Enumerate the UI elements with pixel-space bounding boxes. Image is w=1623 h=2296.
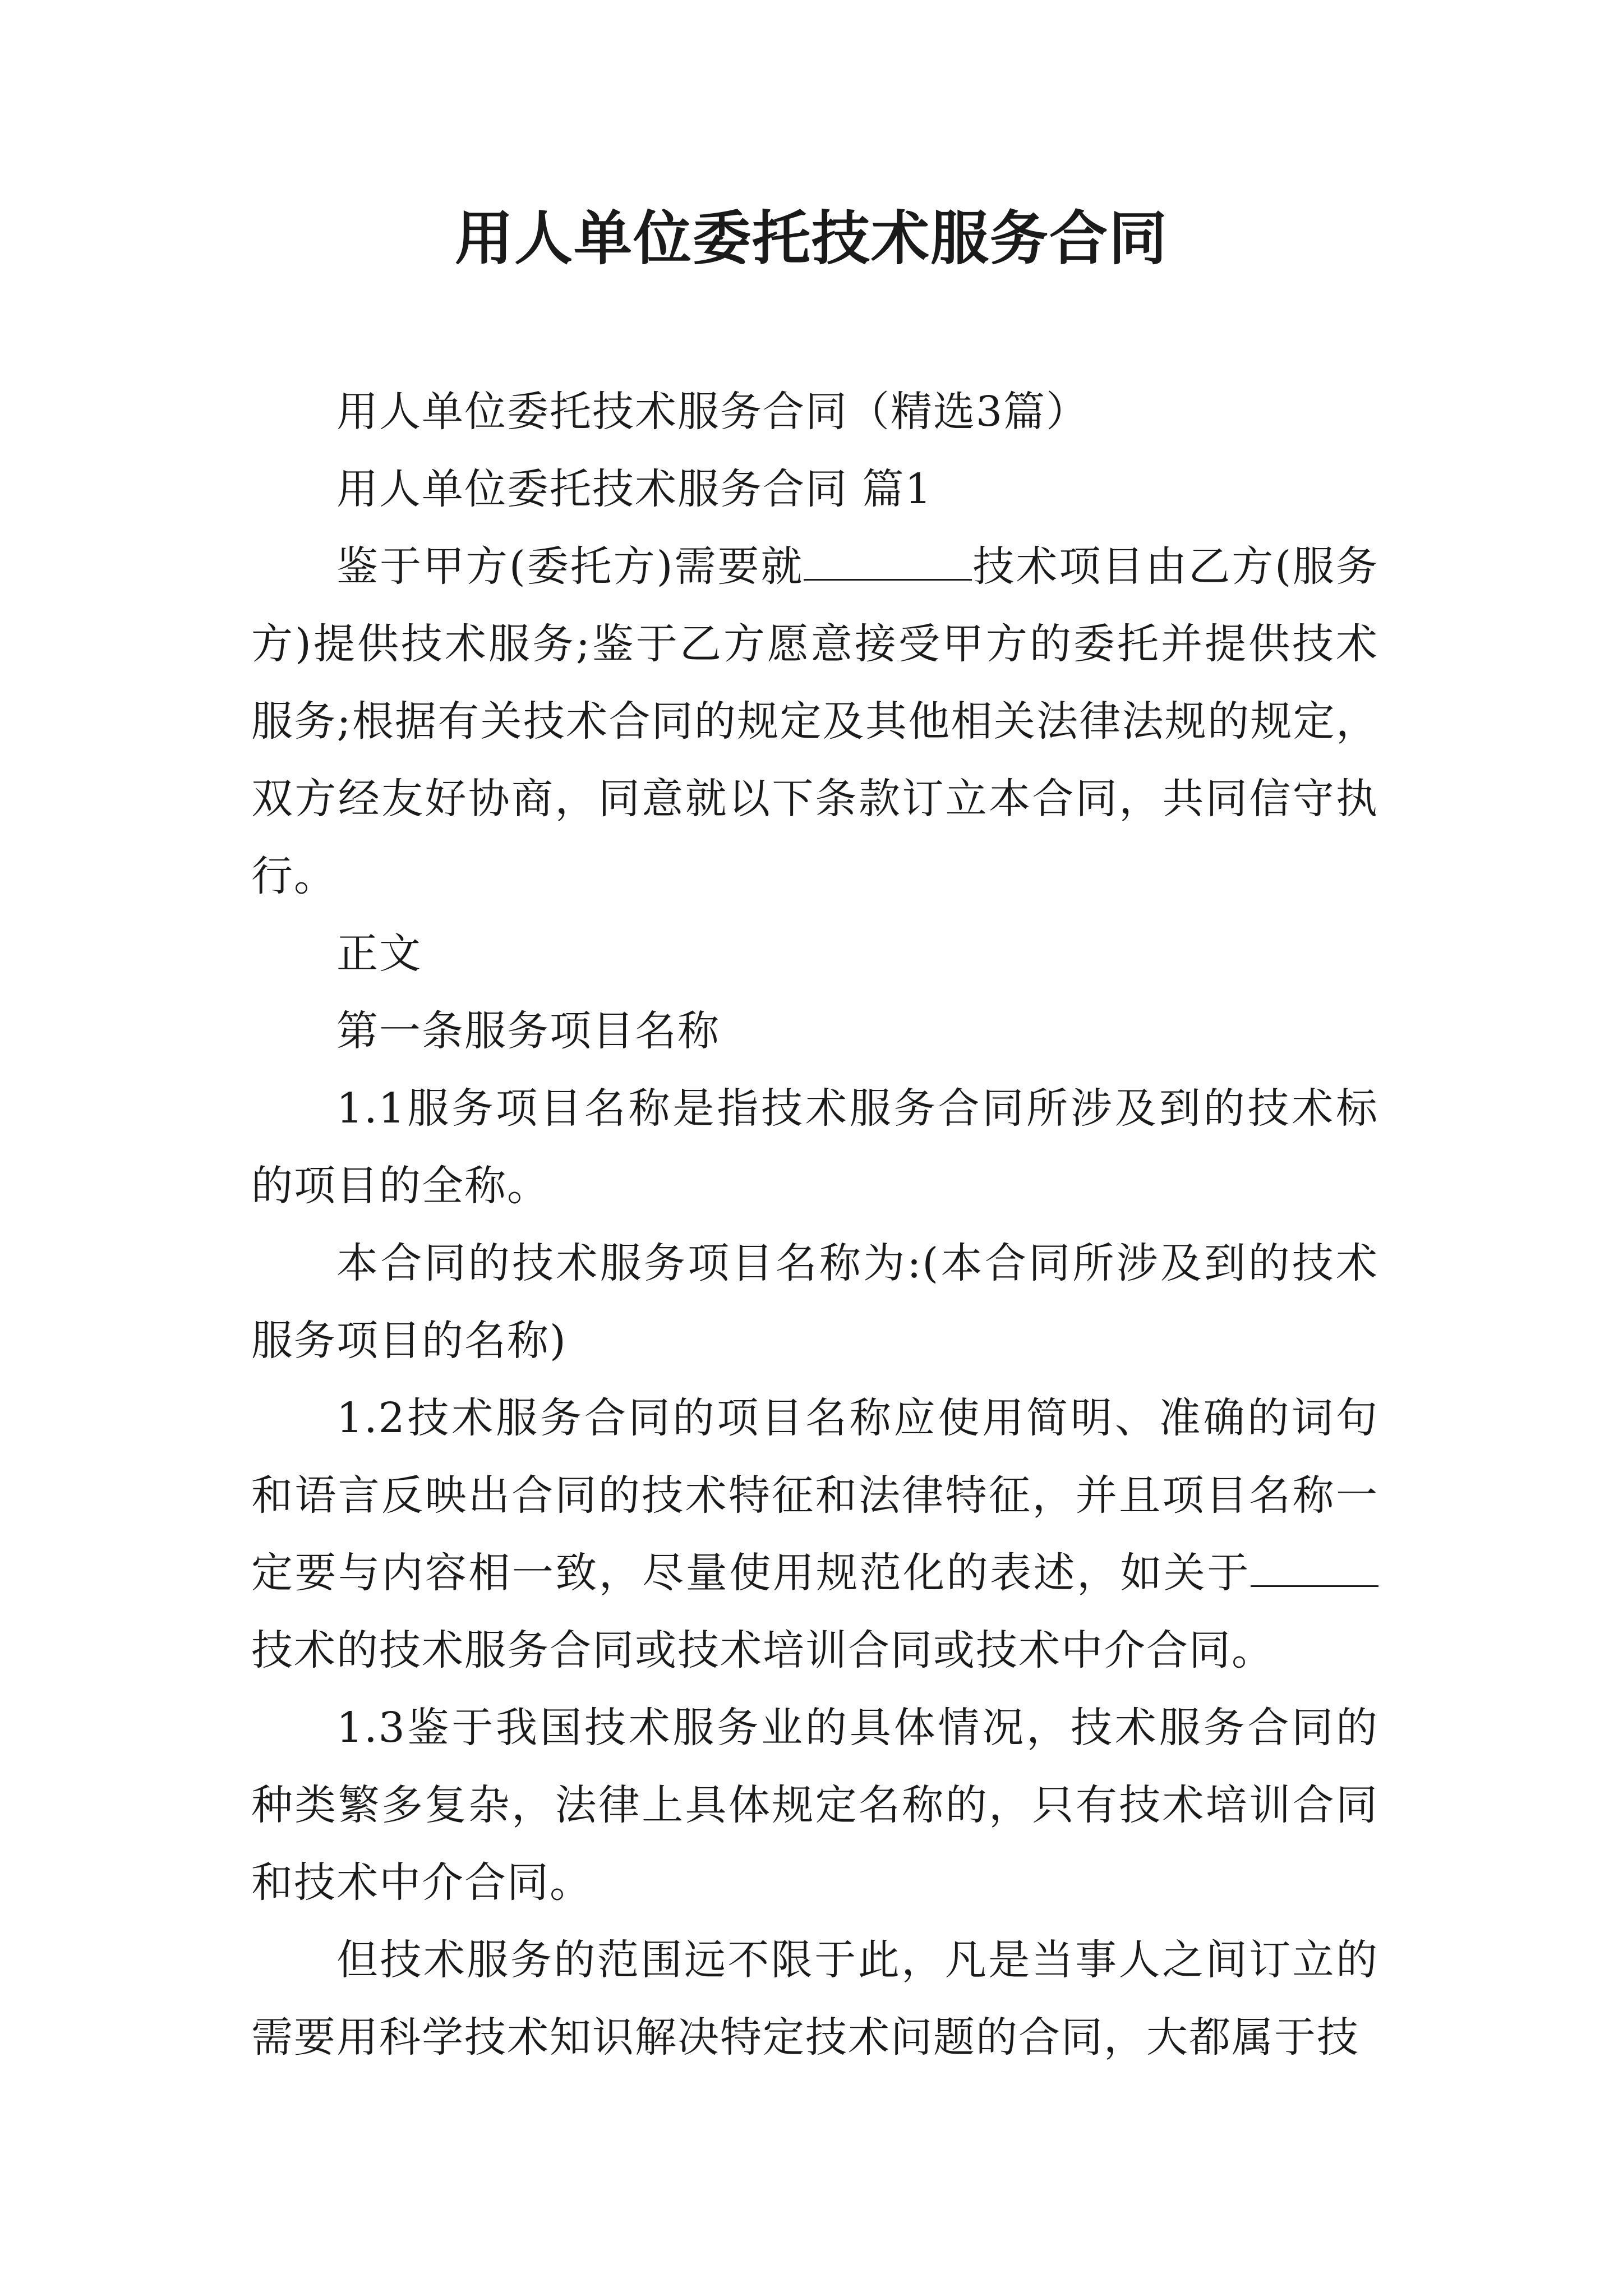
paragraph-section-heading: 用人单位委托技术服务合同 篇1 <box>336 465 933 513</box>
preamble-text-start: 鉴于甲方(委托方)需要就 <box>336 542 804 591</box>
document-title: 用人单位委托技术服务合同 <box>454 204 1168 273</box>
document-body <box>251 373 1378 2076</box>
paragraph-subtitle: 用人单位委托技术服务合同（精选3篇） <box>336 388 1089 436</box>
clause-1-2-text-start: 1.2技术服务合同的项目名称应使用简明、准确的词句和语言反映出合同的技术特征和法律特征，并且项目名称一定要与内容相一致，尽量使用规范化的表述，如关于 <box>251 1394 1378 1597</box>
paragraph-scope-note: 但技术服务的范围远不限于此，凡是当事人之间订立的需要用科学技术知识解决特定技术问题的合同，大都属于技 <box>251 1936 1378 2062</box>
paragraph-main-text-label: 正文 <box>336 930 422 978</box>
preamble-text-end: 技术项目由乙方(服务方)提供技术服务;鉴于乙方愿意接受甲方的委托并提供技术服务;根据有关技术合同的规定及其他相关法律法规的规定，双方经友好协商，同意就以下条款订立本合同，共同信守执行。 <box>251 542 1378 900</box>
clause-1-2-text-end: 技术的技术服务合同或技术培训合同或技术中介合同。 <box>251 1626 1274 1674</box>
fill-in-blank <box>1251 1540 1378 1587</box>
paragraph-clause-1-1: 1.1服务项目名称是指技术服务合同所涉及到的技术标的项目的全称。 <box>251 1084 1378 1210</box>
paragraph-preamble <box>251 528 1378 915</box>
paragraph-article-one-heading: 第一条服务项目名称 <box>336 1007 720 1055</box>
paragraph-clause-1-3: 1.3鉴于我国技术服务业的具体情况，技术服务合同的种类繁多复杂，法律上具体规定名称的，只有技术培训合同和技术中介合同。 <box>251 1704 1378 1907</box>
paragraph-project-name: 本合同的技术服务项目名称为:(本合同所涉及到的技术服务项目的名称) <box>251 1239 1378 1365</box>
fill-in-blank <box>804 534 972 581</box>
paragraph-clause-1-2 <box>251 1379 1378 1689</box>
